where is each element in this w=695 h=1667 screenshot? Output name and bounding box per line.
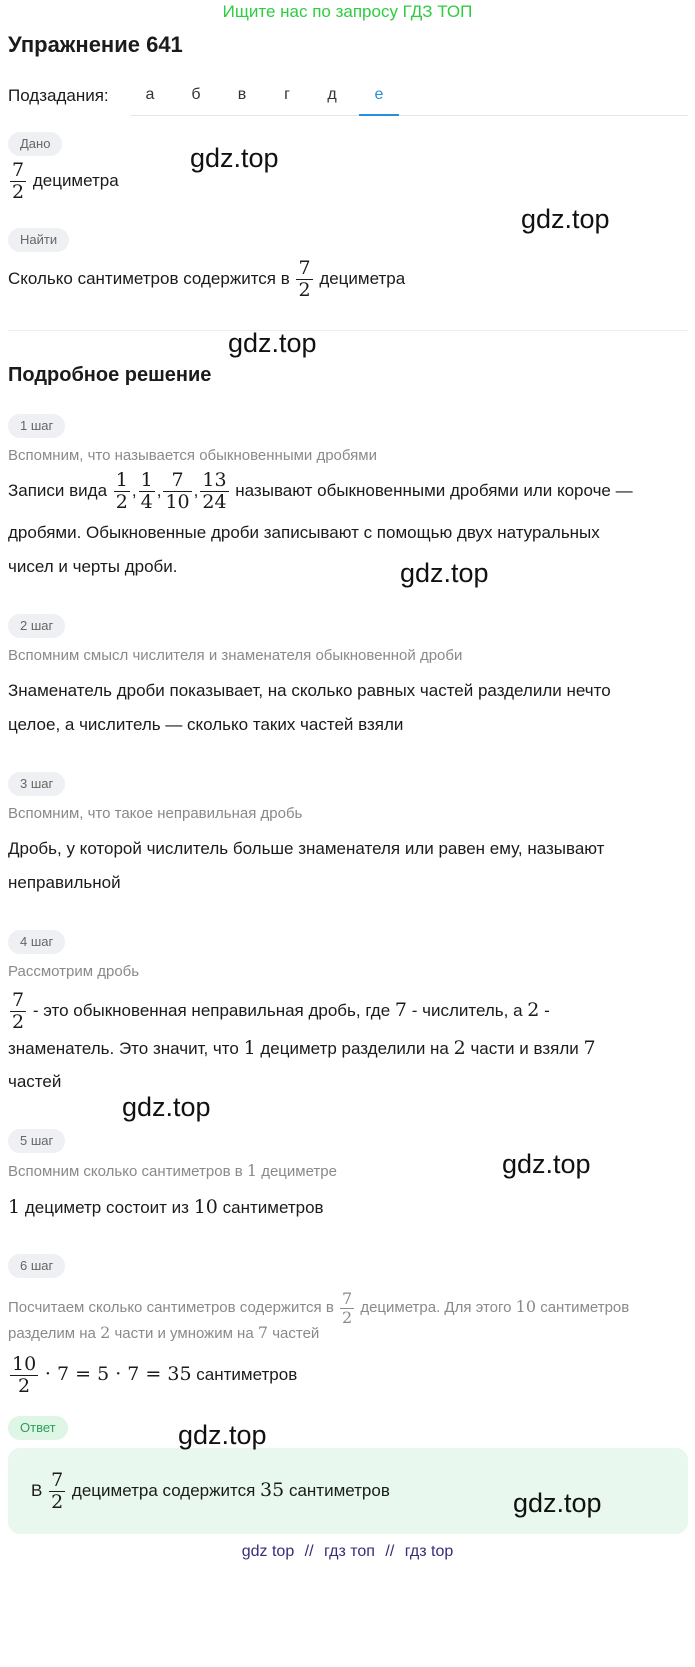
- step-3-line-1: Дробь, у которой числитель больше знаменателя или равен ему, называют: [8, 839, 605, 858]
- fraction: $\frac{7}{2}$: [12, 989, 25, 1033]
- step-2-line-1: Знаменатель дроби показывает, на сколько равных частей разделили нечто: [8, 681, 611, 700]
- divider: [8, 330, 688, 331]
- footer-link-gdz-top[interactable]: gdz top: [241, 1543, 295, 1560]
- step-6-pill: 6 шаг: [8, 1254, 65, 1278]
- tab-e[interactable]: е: [359, 86, 399, 116]
- watermark: gdz.top: [513, 1488, 602, 1518]
- find-pill: Найти: [8, 228, 69, 252]
- fraction: $\frac{13}{24}$: [202, 469, 227, 513]
- answer-pill: Ответ: [8, 1416, 68, 1440]
- watermark: gdz.top: [521, 204, 610, 234]
- watermark: gdz.top: [178, 1420, 267, 1450]
- footer-separator: //: [304, 1543, 314, 1560]
- step-3-pill: 3 шаг: [8, 772, 65, 796]
- step-2-pill: 2 шаг: [8, 614, 65, 638]
- tab-v[interactable]: в: [237, 86, 247, 103]
- watermark: gdz.top: [190, 143, 279, 173]
- footer-link-gdz-top-ru[interactable]: гдз топ: [324, 1543, 375, 1560]
- fraction: $\frac{7}{2}$: [51, 1469, 64, 1513]
- fraction: $\frac{1}{4}$: [140, 469, 153, 513]
- given-value: $\frac{7}{2}$ дециметра: [12, 159, 119, 203]
- find-text: Сколько сантиметров содержится в $\frac{7}{2}$ дециметра: [8, 257, 406, 301]
- footer-link-gdz-top-mixed[interactable]: гдз top: [404, 1543, 454, 1560]
- step-6-calc: $\frac{10}{2}$ · 7 = 5 · 7 = 35 сантиметров: [12, 1353, 298, 1397]
- promo-banner: Ищите нас по запросу ГДЗ ТОП: [222, 2, 473, 21]
- fraction: $\frac{1}{2}$: [115, 469, 128, 513]
- step-4-line-1: $\frac{7}{2}$ - это обыкновенная неправильная дробь, где 7 - числитель, а 2 -: [12, 989, 550, 1033]
- watermark: gdz.top: [228, 328, 317, 358]
- solution-heading: Подробное решение: [8, 364, 212, 386]
- step-1-line-1: Записи вида $\frac{1}{2}$ , $\frac{1}{4}$ , $\frac{7}{10}$ , $\frac{13}{24}$ называют обыкновенными дробями или короче —: [8, 469, 633, 513]
- step-3-hint: Вспомним, что такое неправильная дробь: [8, 805, 303, 822]
- step-4-line-2: знаменатель. Это значит, что 1 дециметр разделили на 2 части и взяли 7: [8, 1037, 596, 1059]
- step-4-hint: Рассмотрим дробь: [8, 963, 140, 980]
- step-2-hint: Вспомним смысл числителя и знаменателя обыкновенной дроби: [8, 647, 463, 664]
- watermark: gdz.top: [122, 1092, 211, 1122]
- step-1-line-2: дробями. Обыкновенные дроби записывают с помощью двух натуральных: [8, 523, 600, 542]
- step-6-hint-1: Посчитаем сколько сантиметров содержится в $\frac{7}{2}$ дециметра. Для этого 10 сантиметров: [8, 1289, 630, 1327]
- step-1-line-3: чисел и черты дроби.: [8, 557, 178, 576]
- step-2-line-2: целое, а числитель — сколько таких частей взяли: [8, 715, 404, 734]
- fraction: $\frac{7}{2}$: [341, 1289, 353, 1327]
- step-6-hint-2: разделим на 2 части и умножим на 7 частей: [8, 1323, 320, 1342]
- step-1-pill: 1 шаг: [8, 414, 65, 438]
- tab-a[interactable]: а: [145, 86, 155, 103]
- tab-d[interactable]: д: [327, 86, 337, 103]
- answer-text: В $\frac{7}{2}$ дециметра содержится 35 сантиметров: [31, 1469, 390, 1513]
- fraction: $\frac{7}{10}$: [165, 469, 190, 513]
- step-5-line-1: 1 дециметр состоит из 10 сантиметров: [8, 1196, 324, 1218]
- step-1-hint: Вспомним, что называется обыкновенными дробями: [8, 447, 377, 464]
- footer-separator: //: [385, 1543, 395, 1560]
- step-4-line-3: частей: [8, 1072, 62, 1091]
- watermark: gdz.top: [400, 558, 489, 588]
- given-pill: Дано: [8, 132, 62, 156]
- fraction: $\frac{10}{2}$: [12, 1353, 37, 1397]
- subtasks-tabs: [130, 82, 688, 116]
- step-3-line-2: неправильной: [8, 873, 121, 892]
- fraction: $\frac{7}{2}$: [12, 159, 25, 203]
- step-4-pill: 4 шаг: [8, 930, 65, 954]
- subtasks-bar: [8, 82, 688, 116]
- footer-links: [0, 1543, 695, 1561]
- fraction: $\frac{7}{2}$: [298, 257, 311, 301]
- watermark: gdz.top: [502, 1149, 591, 1179]
- tab-g[interactable]: г: [284, 86, 290, 103]
- subtasks-label: Подзадания:: [8, 86, 109, 105]
- tab-b[interactable]: б: [191, 86, 201, 103]
- page-title: Упражнение 641: [8, 32, 183, 57]
- step-5-pill: 5 шаг: [8, 1129, 65, 1153]
- step-5-hint: Вспомним сколько сантиметров в 1 дециметре: [8, 1161, 337, 1180]
